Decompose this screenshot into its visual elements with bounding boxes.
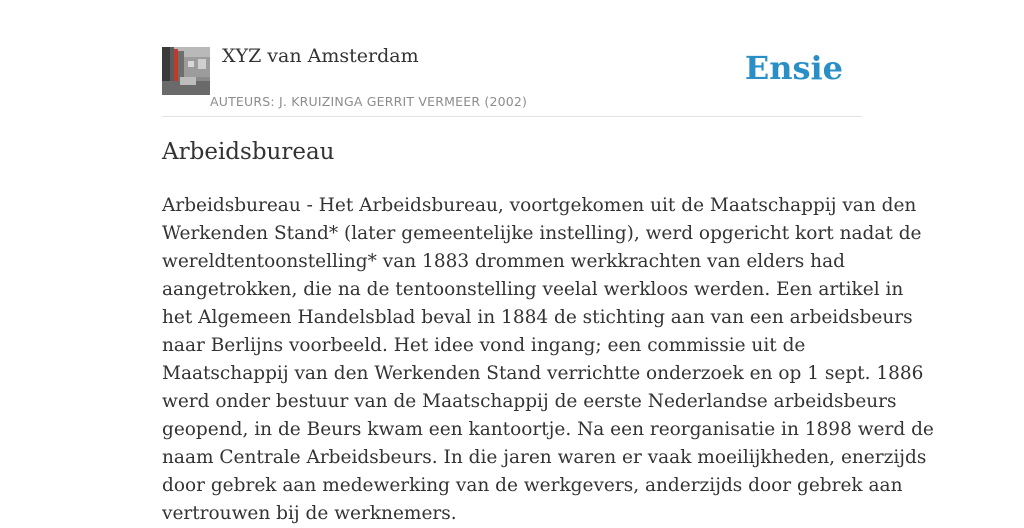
book-cover-photo-icon [162, 47, 210, 95]
ensie-logo[interactable]: Ensie [744, 49, 843, 87]
body-line: naam Centrale Arbeidsbeurs. In die jaren waren er vaak moeilijkheden, enerzijds [162, 447, 927, 468]
body-line: wereldtentoonstelling* van 1883 drommen werkkrachten van elders had [162, 251, 845, 272]
entry-title: Arbeidsbureau [162, 139, 335, 165]
body-line: naar Berlijns voorbeeld. Het idee vond ingang; een commissie uit de [162, 335, 806, 356]
body-line: geopend, in de Beurs kwam een kantoortje. Na een reorganisatie in 1898 werd de [162, 419, 934, 440]
book-cover-avatar[interactable] [162, 47, 210, 95]
body-line: Maatschappij van den Werkenden Stand verrichtte onderzoek en op 1 sept. 1886 [162, 363, 924, 384]
body-line: Werkenden Stand* (later gemeentelijke instelling), werd opgericht kort nadat de [162, 223, 922, 244]
body-line: het Algemeen Handelsblad beval in 1884 de stichting aan van een arbeidsbeurs [162, 307, 913, 328]
body-line: werd onder bestuur van de Maatschappij de eerste Nederlandse arbeidsbeurs [162, 391, 897, 412]
book-header [162, 44, 862, 117]
body-line: Arbeidsbureau - Het Arbeidsbureau, voortgekomen uit de Maatschappij van den [162, 195, 917, 216]
entry-body [162, 192, 934, 528]
body-line: aangetrokken, die na de tentoonstelling veelal werkloos werden. Een artikel in [162, 279, 904, 300]
body-line: door gebrek aan medewerking van de werkgevers, anderzijds door gebrek aan [162, 475, 903, 496]
body-line: vertrouwen bij de werknemers. [162, 503, 457, 524]
book-authors: AUTEURS: J. KRUIZINGA GERRIT VERMEER (2002) [210, 94, 528, 109]
book-title[interactable]: XYZ van Amsterdam [222, 45, 419, 67]
